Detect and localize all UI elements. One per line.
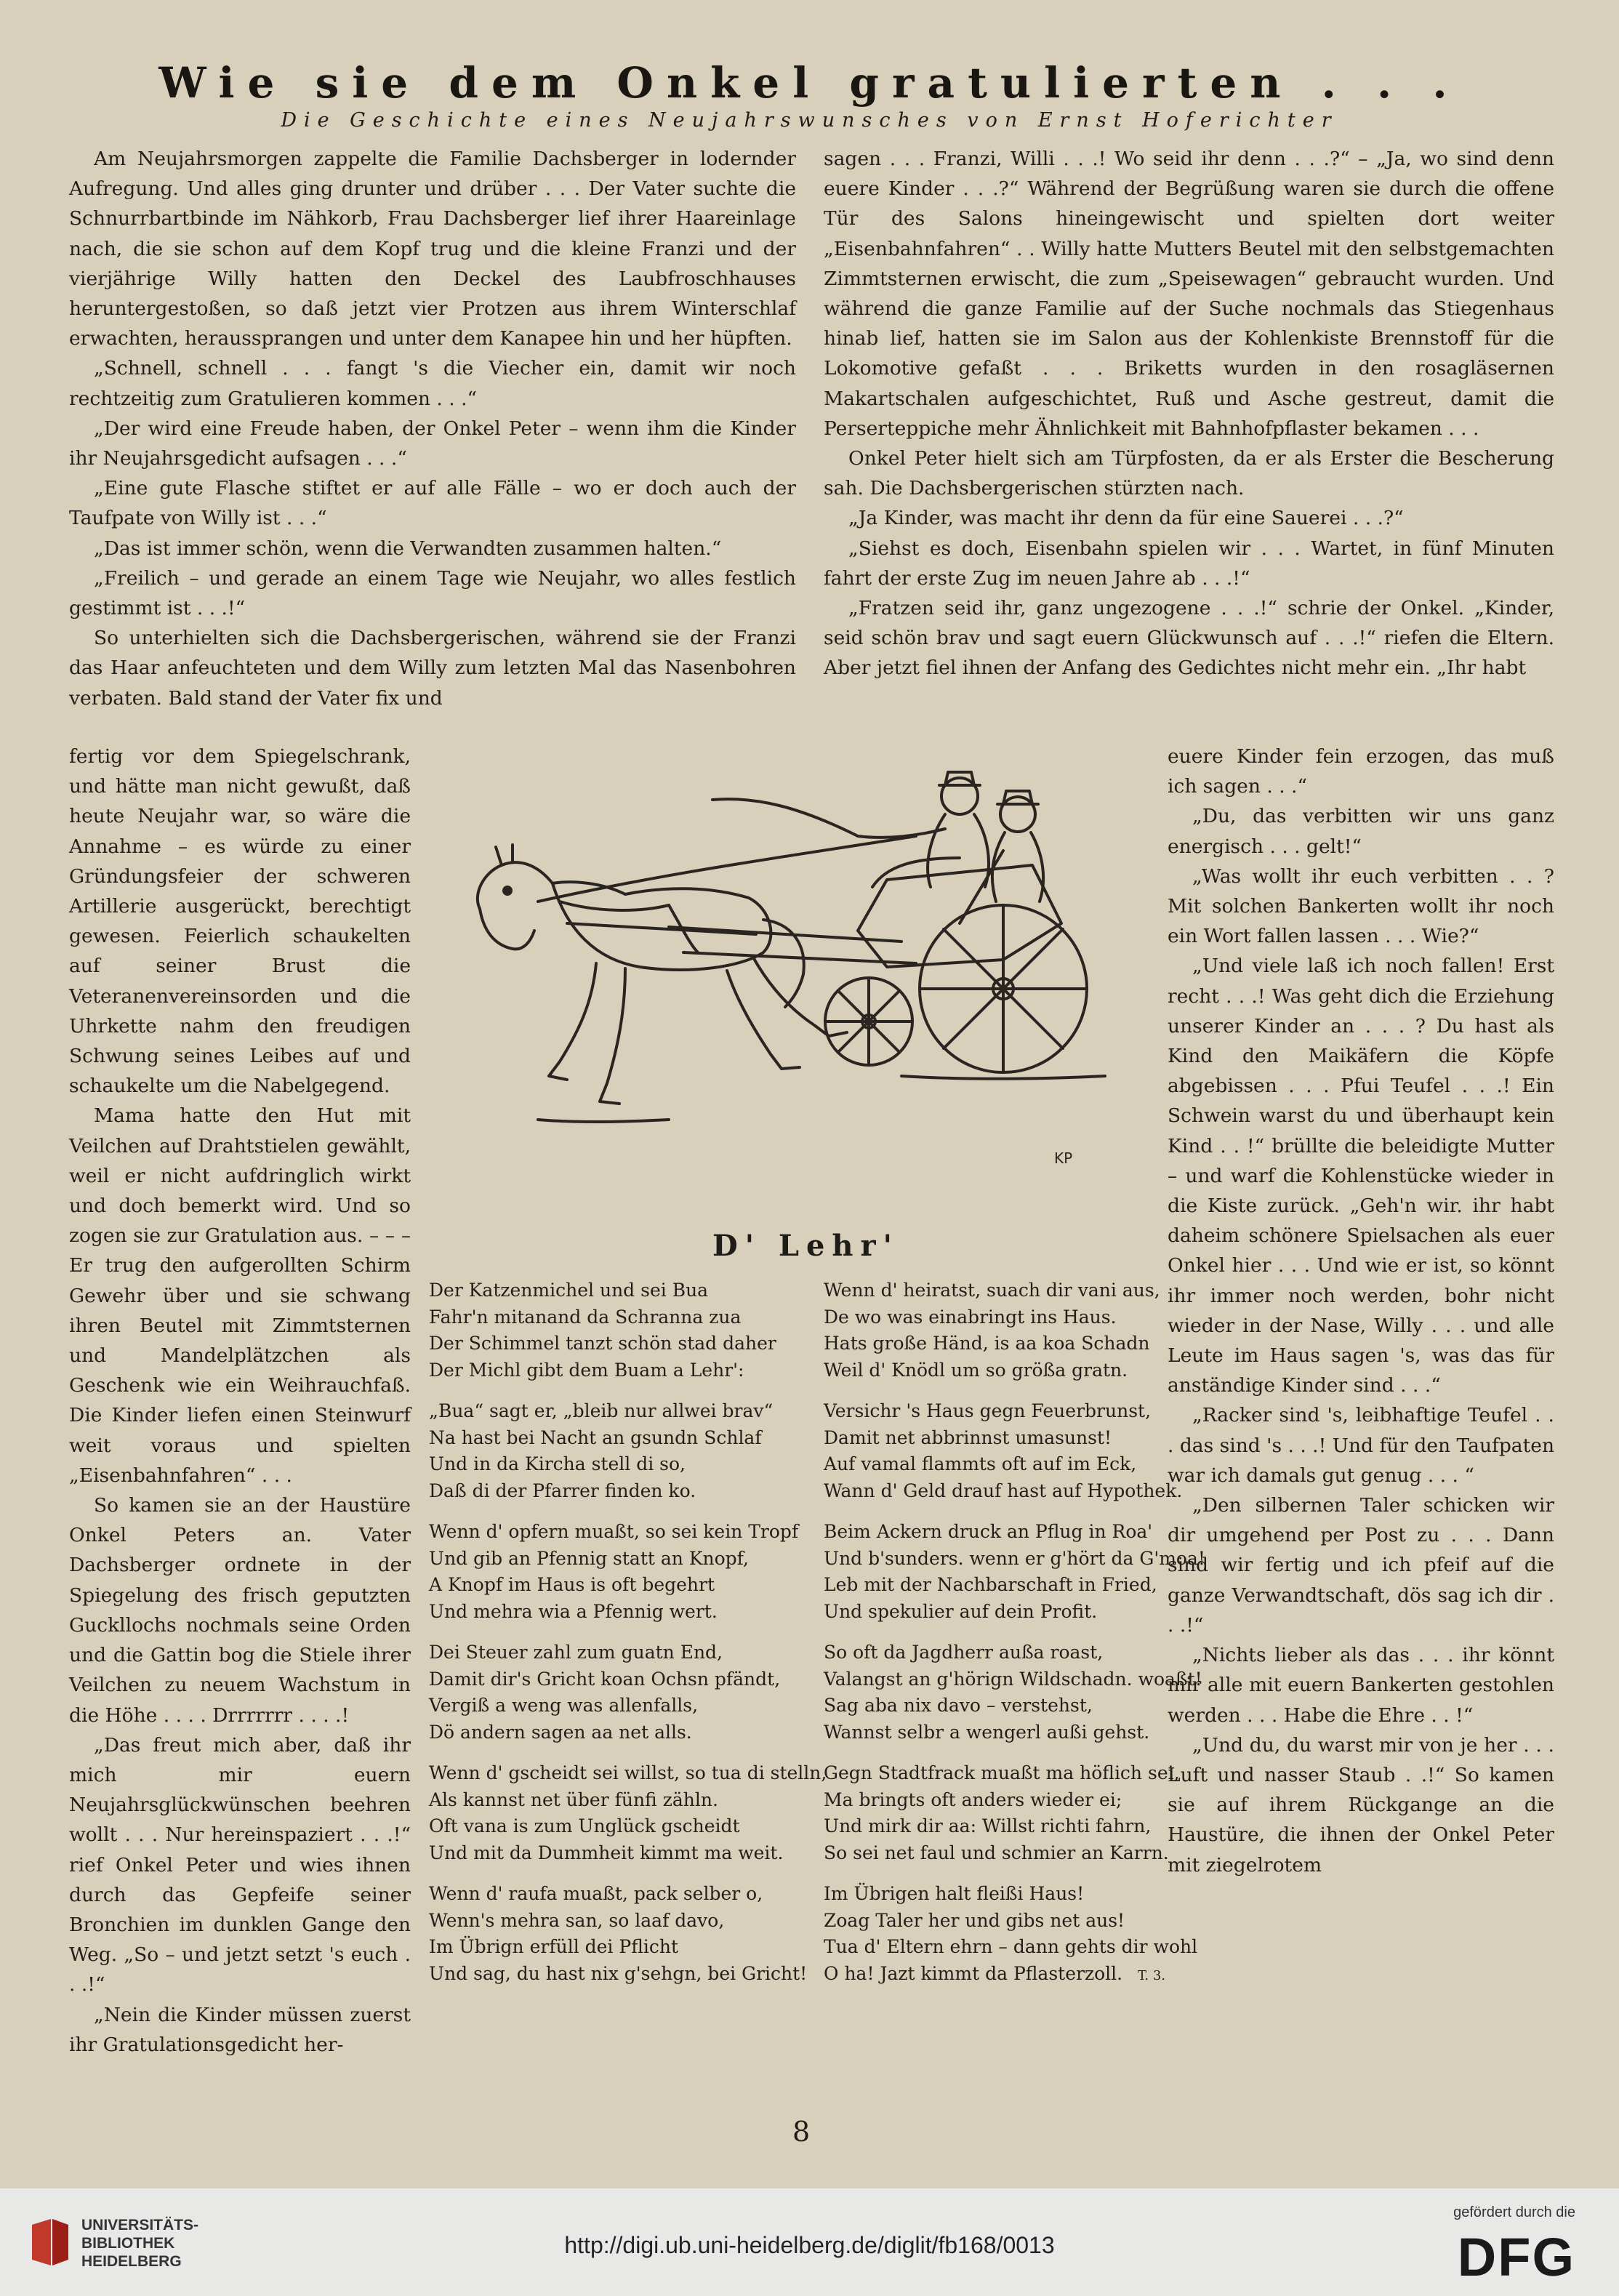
poem-line: Dei Steuer zahl zum guatn End, bbox=[429, 1642, 723, 1663]
column-1-bottom bbox=[69, 742, 411, 2060]
poem-line: Gegn Stadtfrack muaßt ma höflich sei, bbox=[824, 1762, 1180, 1783]
poem-line: Sag aba nix davo – verstehst, bbox=[824, 1695, 1093, 1716]
paragraph: „Das ist immer schön, wenn die Verwandten zusammen halten.“ bbox=[94, 537, 722, 560]
library-name: UNIVERSITÄTS- BIBLIOTHEK HEIDELBERG bbox=[81, 2217, 199, 2270]
poem-line: Tua d' Eltern ehrn – dann gehts dir wohl bbox=[824, 1936, 1198, 1957]
poem-stanza bbox=[824, 1277, 1165, 1384]
poem-line: Na hast bei Nacht an gsundn Schlaf bbox=[429, 1426, 762, 1448]
poem-left-column bbox=[429, 1277, 827, 2002]
paragraph: „Schnell, schnell . . . fangt 's die Viecher ein, damit wir noch rechtzeitig zum Gratulieren kommen . . .“ bbox=[69, 357, 796, 410]
footer-bar bbox=[0, 2188, 1619, 2296]
poem-line: „Bua“ sagt er, „bleib nur allwei brav“ bbox=[429, 1400, 774, 1421]
article-title: Wie sie dem Onkel gratulierten . . . bbox=[158, 58, 1461, 108]
paragraph: euere Kinder fein erzogen, das muß ich sagen . . .“ bbox=[1168, 745, 1554, 798]
poem-line: O ha! Jazt kimmt da Pflasterzoll. bbox=[824, 1962, 1123, 1984]
column-2-top bbox=[824, 144, 1554, 683]
poem-line: Der Michl gibt dem Buam a Lehr': bbox=[429, 1359, 744, 1381]
column-1-top bbox=[69, 144, 796, 713]
poem-line: Damit net abbrinnst umasunst! bbox=[824, 1426, 1112, 1448]
funding-label: gefördert durch die bbox=[1453, 2204, 1575, 2220]
poem-line: So sei net faul und schmier an Karrn. bbox=[824, 1842, 1169, 1863]
paragraph: „Freilich – und gerade an einem Tage wie Neujahr, wo alles festlich gestimmt ist . . .!“ bbox=[69, 566, 796, 620]
poem-stanza bbox=[429, 1277, 800, 1384]
poem-line: Und mit da Dummheit kimmt ma weit. bbox=[429, 1842, 784, 1863]
poem-line: Und mehra wia a Pfennig wert. bbox=[429, 1600, 718, 1622]
paragraph: Am Neujahrsmorgen zappelte die Familie Dachsberger in lodernder Aufregung. Und alles ging drunter und drüber . . . Der Vater suchte die Schnurrbartbinde im Nähkorb, Frau Dachsberger lief ihrer Haareinlage nach, die sie schon auf dem Kopf trug und die kleine Franzi und der vierjährige Willy hatten den Deckel des Laubfroschhauses heruntergestoßen, so daß jetzt vier Protzen aus ihrem Winterschlaf erwachten, heraussprangen und unter dem Kanapee hin und her hüpften. bbox=[69, 148, 796, 350]
poem-line: Wenn d' opfern muaßt, so sei kein Tropf bbox=[429, 1521, 799, 1542]
poem-line: Wenn d' heiratst, suach dir vani aus, bbox=[824, 1280, 1160, 1301]
paragraph: So unterhielten sich die Dachsbergerischen, während sie der Franzi das Haar anfeuchteten und dem Willy zum letzten Mal das Nasenbohren verbaten. Bald stand der Vater fix und bbox=[69, 627, 796, 710]
poem-line: Ma bringts oft anders wieder ei; bbox=[824, 1789, 1122, 1810]
poem-line: De wo was einabringt ins Haus. bbox=[824, 1306, 1117, 1328]
poem-line: Und b'sunders. wenn er g'hört da G'moa! bbox=[824, 1547, 1205, 1569]
paragraph: „Und du, du warst mir von je her . . . Luft und nasser Staub . .!“ So kamen sie auf ihrem Rückgange an die Haustüre, die ihnen der Onkel Peter mit ziegelrotem bbox=[1168, 1733, 1554, 1876]
poem-line: Im Übrign erfüll dei Pflicht bbox=[429, 1936, 679, 1957]
article-subtitle: Die Geschichte eines Neujahrswunsches von Ernst Hoferichter bbox=[281, 109, 1338, 132]
dfg-logo: DFG bbox=[1457, 2227, 1575, 2287]
poem-line: Wenn d' gscheidt sei willst, so tua di stelln, bbox=[429, 1762, 827, 1783]
poem-signature: T. 3. bbox=[1138, 1968, 1165, 1983]
poem-stanza bbox=[824, 1881, 1198, 1990]
poem-line: Wann d' Geld drauf hast auf Hypothek. bbox=[824, 1480, 1183, 1501]
illustration-signature: KP bbox=[1054, 1149, 1073, 1167]
poem-stanza bbox=[824, 1398, 1183, 1504]
paragraph: „Eine gute Flasche stiftet er auf alle Fälle – wo er doch auch der Taufpate von Willy ist . . .“ bbox=[69, 477, 796, 530]
paragraph: „Der wird eine Freude haben, der Onkel Peter – wenn ihm die Kinder ihr Neujahrsgedicht aufsagen . . .“ bbox=[69, 417, 796, 470]
horse-carriage-illustration bbox=[451, 756, 1127, 1207]
paragraph: Mama hatte den Hut mit Veilchen auf Drahtstielen gewählt, weil er nicht aufdringlich wirkt und doch bemerkt wird. Und so zogen sie zur Gratulation aus. – – – Er trug den aufgerollten Schirm Gewehr über und sie schwang ihren Beutel mit Zimmtsternen und Mandelplätzchen als Geschenk wie ein Weihrauchfaß. Die Kinder liefen einen Steinwurf weit voraus und spielten „Eisenbahnfahren“ . . . bbox=[69, 1104, 411, 1487]
paragraph: fertig vor dem Spiegelschrank, und hätte man nicht gewußt, daß heute Neujahr war, so wäre die Annahme – es würde zu einer Gründungsfeier der schweren Artillerie ausgerückt, berechtigt gewesen. Feierlich schaukelten auf seiner Brust die Veteranenvereinsorden und die Uhrkette nahm den freudigen Schwung seines Leibes auf und schaukelte um die Nabelgegend. bbox=[69, 745, 411, 1098]
permalink-url[interactable]: http://digi.ub.uni-heidelberg.de/diglit/fb168/0013 bbox=[564, 2232, 1055, 2258]
poem-stanza bbox=[824, 1760, 1180, 1866]
paragraph: „Ja Kinder, was macht ihr denn da für eine Sauerei . . .?“ bbox=[848, 507, 1404, 530]
poem-line: Vergiß a weng was allenfalls, bbox=[429, 1695, 699, 1716]
paragraph: „Den silbernen Taler schicken wir dir umgehend per Post zu . . . Dann sind wir fertig und ich pfeif auf die ganze Verwandtschaft, dös sag ich dir . . .!“ bbox=[1168, 1494, 1554, 1637]
poem-right-column bbox=[824, 1277, 1205, 2004]
poem-line: Und in da Kircha stell di so, bbox=[429, 1453, 686, 1474]
poem-line: Valangst an g'hörign Wildschadn. woaßt! bbox=[824, 1668, 1202, 1690]
poem-stanza bbox=[429, 1881, 808, 1987]
paragraph: sagen . . . Franzi, Willi . . .! Wo seid ihr denn . . .?“ – „Ja, wo sind denn euere Kinder . . .?“ Während der Begrüßung waren sie durch die offene Tür des Salons hineingewischt und spielten dort weiter „Eisenbahnfahren“ . . Willy hatte Mutters Beutel mit den selbstgemachten Zimmtsternen erwischt, die zum „Speisewagen“ gebraucht wurden. Und während die ganze Familie auf der Suche nochmals das Stiegenhaus hinab lief, hatten sie im Salon aus der Kohlenkiste Brennstoff für die Lokomotive gefaßt . . . Briketts wurden in den rosagläsernen Makartschalen aufgeschichtet, Ruß und Asche gestreut, damit die Perserteppiche mehr Ähnlichkeit mit Bahnhofpflaster bekamen . . . bbox=[824, 148, 1554, 440]
poem-line: Der Katzenmichel und sei Bua bbox=[429, 1280, 709, 1301]
poem-line: Weil d' Knödl um so größa gratn. bbox=[824, 1359, 1128, 1381]
poem-line: Und spekulier auf dein Profit. bbox=[824, 1600, 1098, 1622]
page-number: 8 bbox=[792, 2116, 811, 2148]
poem-stanza bbox=[429, 1760, 827, 1866]
poem-line: Leb mit der Nachbarschaft in Fried, bbox=[824, 1574, 1157, 1595]
paragraph: „Siehst es doch, Eisenbahn spielen wir . . . Wartet, in fünf Minuten fahrt der erste Zug im neuen Jahre ab . . .!“ bbox=[824, 537, 1554, 590]
paragraph: „Nein die Kinder müssen zuerst ihr Gratulationsgedicht her- bbox=[69, 2003, 411, 2056]
poem-line: Beim Ackern druck an Pflug in Roa' bbox=[824, 1521, 1153, 1542]
poem-line: Und mirk dir aa: Willst richti fahrn, bbox=[824, 1815, 1152, 1837]
poem-line: Und sag, du hast nix g'sehgn, bei Gricht! bbox=[429, 1962, 808, 1984]
column-2-bottom bbox=[1168, 742, 1554, 1880]
paragraph: Onkel Peter hielt sich am Türpfosten, da er als Erster die Bescherung sah. Die Dachsbergerischen stürzten nach. bbox=[824, 447, 1554, 500]
paragraph: „Das freut mich aber, daß ihr mich mir euern Neujahrsglückwünschen beehren wollt . . . Nur hereinspaziert . . .!“ rief Onkel Peter und wies ihnen durch das Gepfeife seiner Bronchien im dunklen Gange den Weg. „So – und jetzt setzt 's euch . . .!“ bbox=[69, 1733, 411, 1996]
paragraph: „Nichts lieber als das . . . ihr könnt mir alle mit euern Bankerten gestohlen werden . . . Habe die Ehre . . !“ bbox=[1168, 1644, 1554, 1727]
poem-line: Hats große Händ, is aa koa Schadn bbox=[824, 1333, 1150, 1354]
paragraph: „Was wollt ihr euch verbitten . . ? Mit solchen Bankerten wollt ihr noch ein Wort fallen lassen . . . Wie?“ bbox=[1168, 864, 1554, 948]
poem-line: Auf vamal flammts oft auf im Eck, bbox=[824, 1453, 1137, 1474]
poem-line: Als kannst net über fünfi zähln. bbox=[429, 1789, 718, 1810]
poem-line: A Knopf im Haus is oft begehrt bbox=[429, 1574, 715, 1595]
poem-title: D' Lehr' bbox=[712, 1229, 899, 1263]
poem-stanza bbox=[824, 1639, 1202, 1746]
poem-line: Oft vana is zum Unglück gscheidt bbox=[429, 1815, 740, 1837]
poem-line: Wannst selbr a wengerl außi gehst. bbox=[824, 1721, 1150, 1743]
poem-stanza bbox=[429, 1519, 800, 1625]
poem-line: Zoag Taler her und gibs net aus! bbox=[824, 1909, 1125, 1931]
poem-line: Damit dir's Gricht koan Ochsn pfändt, bbox=[429, 1668, 781, 1690]
poem-line: Der Schimmel tanzt schön stad daher bbox=[429, 1333, 776, 1354]
paragraph: „Und viele laß ich noch fallen! Erst recht . . .! Was geht dich die Erziehung unserer Kinder an . . . ? Du hast als Kind den Maikäfern die Köpfe abgebissen . . . Pfui Teufel . . .! Ein Schwein warst du und überhaupt kein Kind . . !“ brüllte die beleidigte Mutter – und warf die Kohlenstücke wieder in die Kiste zurück. „Geh'n wir. ihr habt daheim schönere Spielsachen als euer Onkel hier . . . Und wie er ist, so könnt ihr immer noch werden, bohr nicht wieder in der Nase, Willy . . . und alle Leute im Haus sagen 's, was das für anständige Kinder sind . . .“ bbox=[1168, 955, 1554, 1397]
paragraph: „Du, das verbitten wir uns ganz energisch . . . gelt!“ bbox=[1168, 805, 1554, 858]
poem-line: So oft da Jagdherr außa roast, bbox=[824, 1642, 1104, 1663]
poem-line: Und gib an Pfennig statt an Knopf, bbox=[429, 1547, 749, 1569]
poem-line: Dö andern sagen aa net alls. bbox=[429, 1721, 692, 1743]
poem-line: Wenn d' raufa muaßt, pack selber o, bbox=[429, 1883, 763, 1904]
paragraph: „Fratzen seid ihr, ganz ungezogene . . .!“ schrie der Onkel. „Kinder, seid schön brav und sagt euern Glückwunsch auf . . .!“ riefen die Eltern. Aber jetzt fiel ihnen der Anfang des Gedichtes nicht mehr ein. „Ihr habt bbox=[824, 597, 1554, 680]
paragraph: So kamen sie an der Haustüre Onkel Peters an. Vater Dachsberger ordnete in der Spiegelung des frisch geputzten Guckllochs nochmals seine Orden und die Gattin bog die Stiele ihrer Veilchen zu neuem Wachstum in die Höhe . . . . Drrrrrrr . . . .! bbox=[69, 1494, 411, 1727]
poem-line: Fahr'n mitanand da Schranna zua bbox=[429, 1306, 742, 1328]
poem-line: Versichr 's Haus gegn Feuerbrunst, bbox=[824, 1400, 1152, 1421]
paragraph: „Racker sind 's, leibhaftige Teufel . . . das sind 's . . .! Und für den Taufpaten war ich damals gut genug . . . “ bbox=[1168, 1404, 1555, 1487]
poem-stanza bbox=[429, 1639, 800, 1746]
poem-line: Daß di der Pfarrer finden ko. bbox=[429, 1480, 696, 1501]
poem-stanza bbox=[429, 1398, 800, 1504]
poem-line: Im Übrigen halt fleißi Haus! bbox=[824, 1883, 1085, 1904]
poem-stanza bbox=[824, 1519, 1205, 1625]
poem-line: Wenn's mehra san, so laaf davo, bbox=[429, 1909, 725, 1931]
